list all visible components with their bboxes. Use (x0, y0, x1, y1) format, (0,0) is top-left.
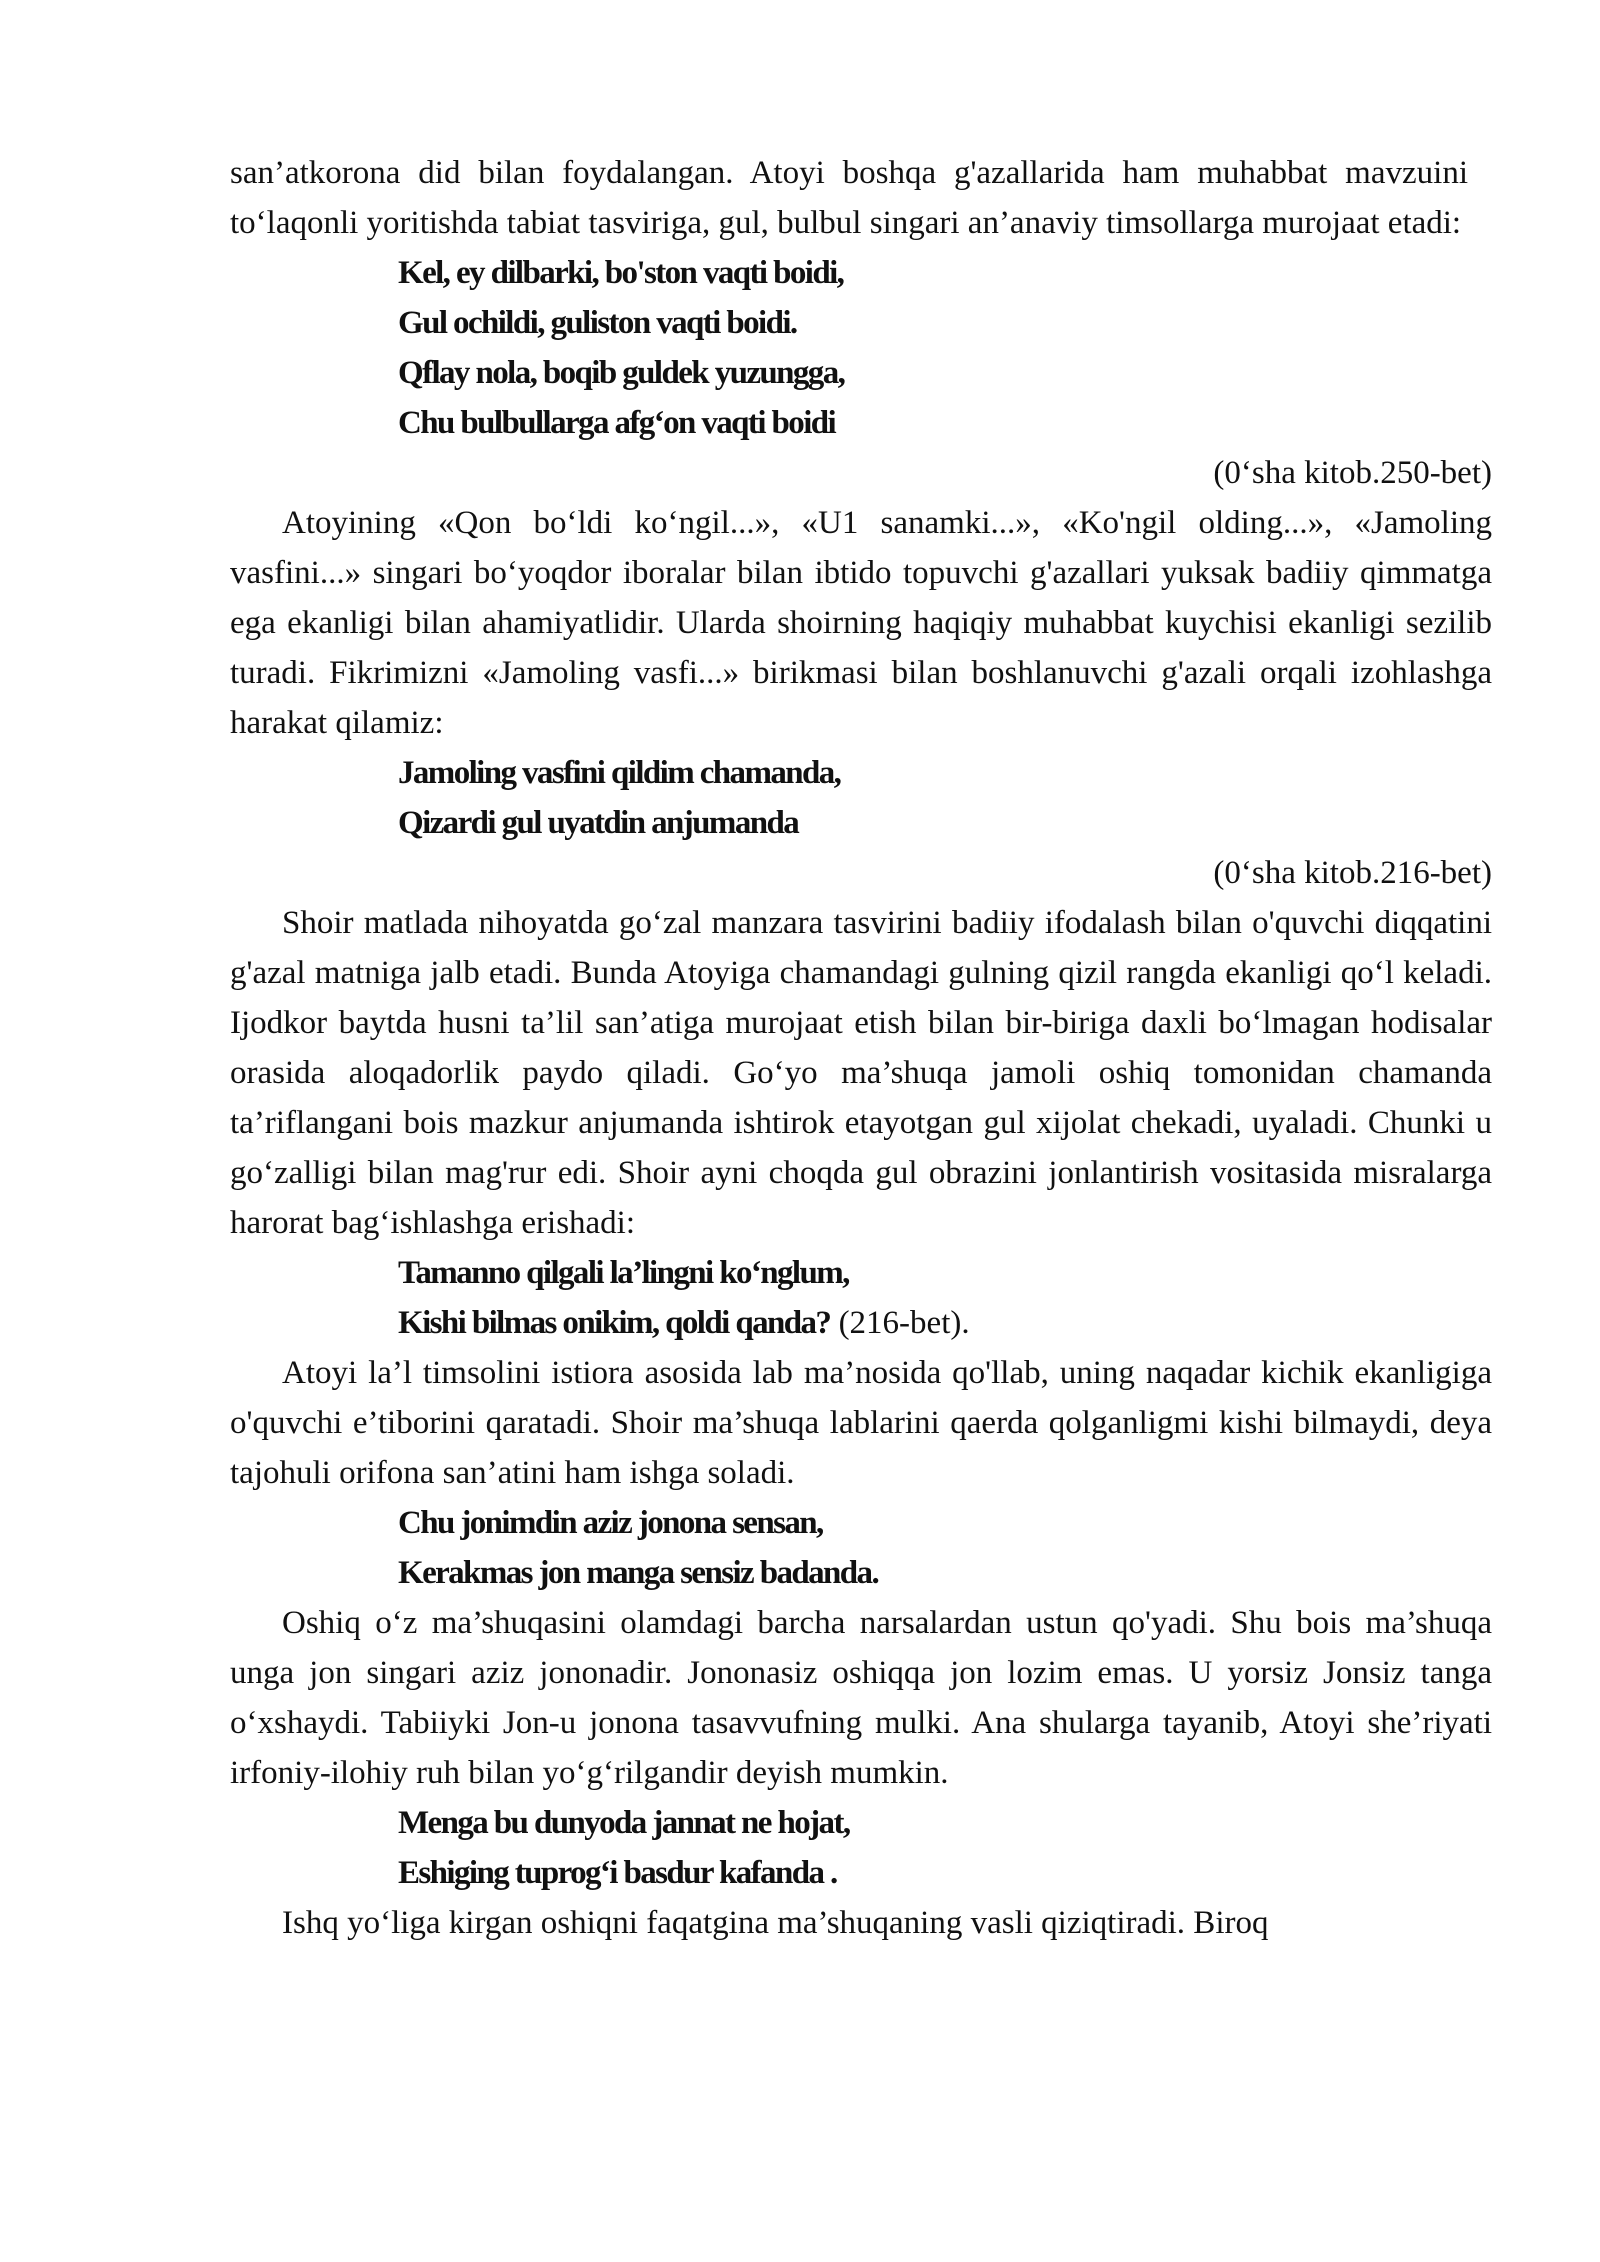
verse-line: Menga bu dunyoda jannat ne hojat, (398, 1805, 850, 1841)
verse-line: Chu bulbullarga afg‘on vaqti boidi (398, 405, 836, 441)
inline-citation: (216-bet). (830, 1305, 970, 1341)
verse-line: Jamoling vasfini qildim chamanda, (398, 755, 841, 791)
paragraph-3: Shoir matlada nihoyatda go‘zal manzara tasvirini badiiy ifodalash bilan o'quvchi diqqatini g'azal matniga jalb etadi. Bunda Atoyiga chamandagi gulning qizil rangda ekanligi qo‘l keladi. Ijodkor baytda husni ta’lil san’atiga murojaat etish bilan bir-biriga daxli bo‘lmagan hodisalar orasida aloqadorlik paydo qiladi. Go‘yo ma’shuqa jamoli oshiq tomonidan chamanda ta’riflangani bois mazkur anjumanda ishtirok etayotgan gul xijolat chekadi, uyaladi. Chunki u go‘zalligi bilan mag'rur edi. Shoir ayni choqda gul obrazini jonlantirish vositasida misralarga harorat bag‘ishlashga erishadi: (230, 905, 1492, 1241)
paragraph-6: Ishq yo‘liga kirgan oshiqni faqatgina ma’shuqaning vasli qiziqtiradi. Biroq (282, 1905, 1269, 1941)
verse-line: Kerakmas jon manga sensiz badanda. (398, 1555, 879, 1591)
verse-line-text: Kishi bilmas onikim, qoldi qanda? (398, 1305, 831, 1341)
verse-line: Qflay nola, boqib guldek yuzungga, (398, 355, 845, 391)
verse-block-5 (230, 1798, 1492, 1898)
verse-block-3 (230, 1248, 1492, 1348)
source-citation-1: (0‘sha kitob.250-bet) (1213, 455, 1492, 491)
verse-line: Eshiging tuprog‘i basdur kafanda . (398, 1855, 837, 1891)
paragraph-1: san’atkorona did bilan foydalangan. Atoyi boshqa g'azallarida ham muhabbat mavzuini to‘laqonli yoritishda tabiat tasviriga, gul, bulbul singari an’anaviy timsollarga murojaat etadi: (230, 155, 1468, 241)
verse-block-1 (230, 248, 1492, 448)
verse-line: Tamanno qilgali la’lingni ko‘nglum, (398, 1255, 849, 1291)
verse-line-with-citation (398, 1298, 1492, 1348)
paragraph-4: Atoyi la’l timsolini istiora asosida lab ma’nosida qo'llab, uning naqadar kichik ekanligiga o'quvchi e’tiborini qaratadi. Shoir ma’shuqa lablarini qaerda qolganligmi kishi bilmaydi, deya tajohuli orifona san’atini ham ishga soladi. (230, 1355, 1492, 1491)
verse-line: Qizardi gul uyatdin anjumanda (398, 805, 799, 841)
paragraph-2: Atoyining «Qon bo‘ldi ko‘ngil...», «U1 sanamki...», «Ko'ngil olding...», «Jamoling vasfini...» singari bo‘yoqdor iboralar bilan ibtido topuvchi g'azallari yuksak badiiy qimmatga ega ekanligi bilan ahamiyatlidir. Ularda shoirning haqiqiy muhabbat kuychisi ekanligi sezilib turadi. Fikrimizni «Jamoling vasfi...» birikmasi bilan boshlanuvchi g'azali orqali izohlashga harakat qilamiz: (230, 505, 1492, 741)
source-citation-2: (0‘sha kitob.216-bet) (1213, 855, 1492, 891)
verse-line: Gul ochildi, guliston vaqti boidi. (398, 305, 797, 341)
verse-block-2 (230, 748, 1492, 848)
verse-line: Kel, ey dilbarki, bo'ston vaqti boidi, (398, 255, 844, 291)
document-page (230, 148, 1492, 1948)
verse-block-4 (230, 1498, 1492, 1598)
paragraph-5: Oshiq o‘z ma’shuqasini olamdagi barcha narsalardan ustun qo'yadi. Shu bois ma’shuqa unga jon singari aziz jononadir. Jononasiz oshiqqa jon lozim emas. U yorsiz Jonsiz tanga o‘xshaydi. Tabiiyki Jon-u jonona tasavvufning mulki. Ana shularga tayanib, Atoyi she’riyati irfoniy-ilohiy ruh bilan yo‘g‘rilgandir deyish mumkin. (230, 1605, 1492, 1791)
verse-line: Chu jonimdin aziz jonona sensan, (398, 1505, 823, 1541)
